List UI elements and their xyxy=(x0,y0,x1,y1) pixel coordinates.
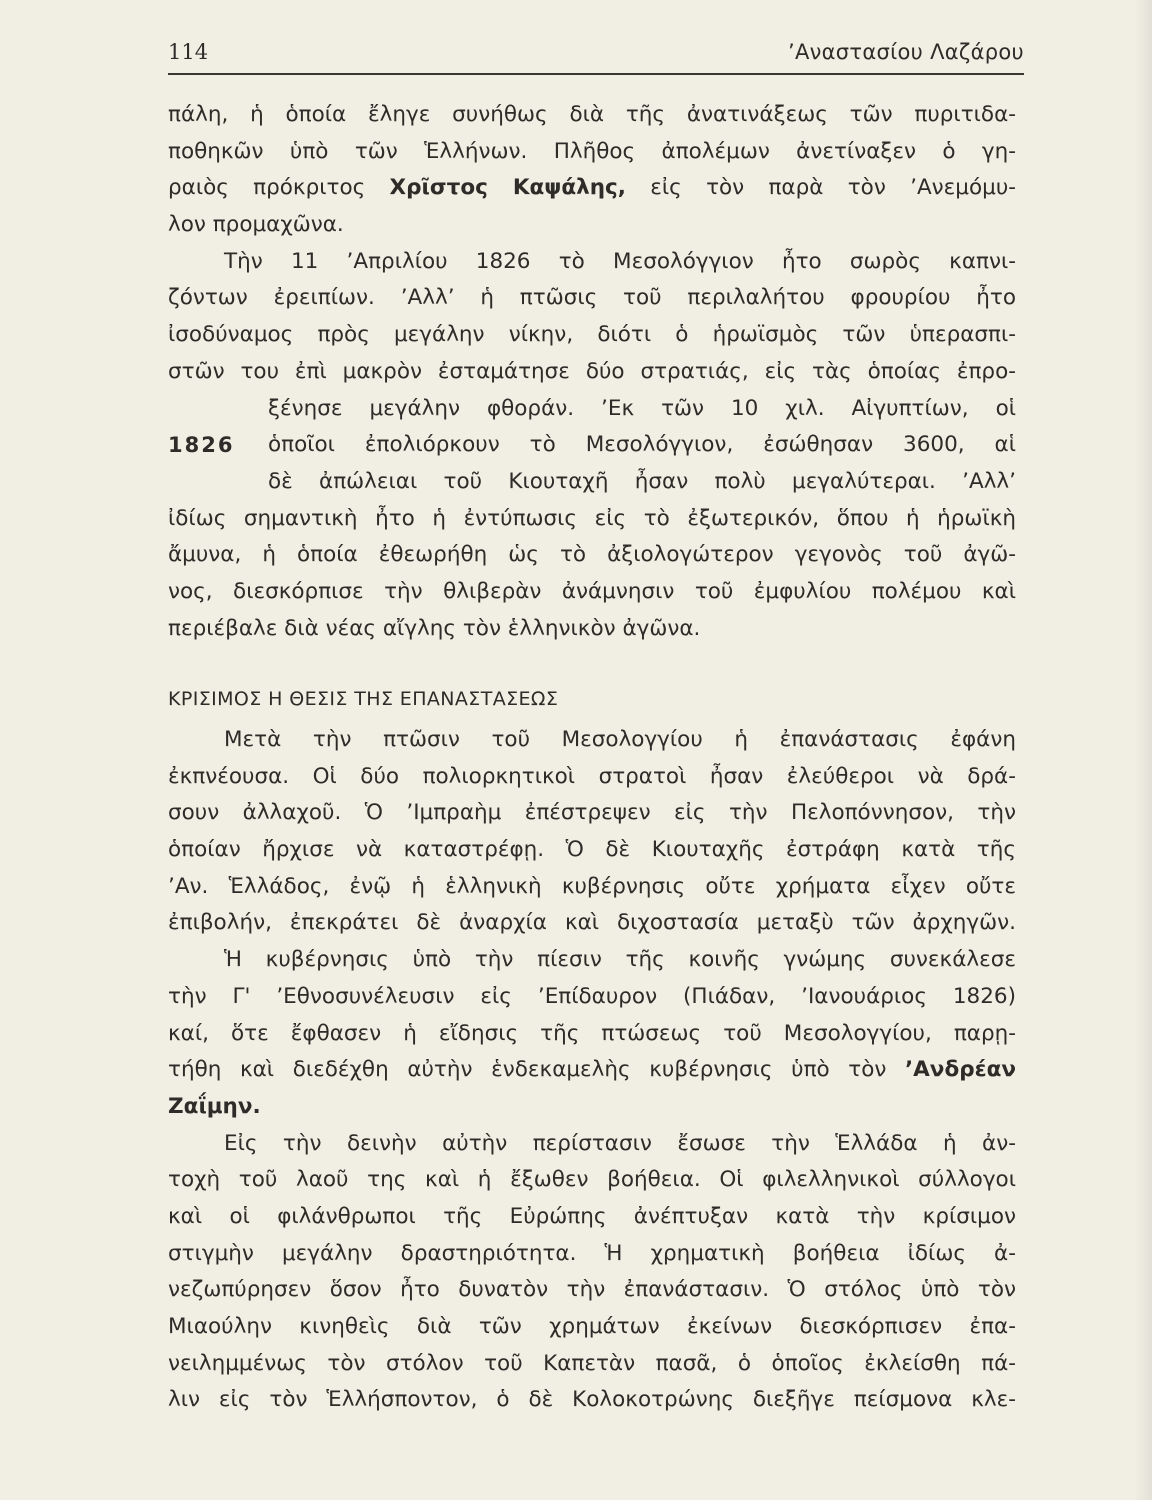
text-line: καί, ὅτε ἔφθασεν ἡ εἴδησις τῆς πτώσεως τοῦ Μεσολογγίου, παρῃ- xyxy=(168,1020,1016,1046)
margin-year: 1826 xyxy=(168,433,235,458)
text-line: Μετὰ τὴν πτῶσιν τοῦ Μεσολογγίου ἡ ἐπανάστασις ἐφάνη xyxy=(224,727,1016,752)
section-gap xyxy=(168,647,1016,681)
text-run: εἰς τὸν παρὰ τὸν ’Ανεμόμυ- xyxy=(625,175,1016,201)
header-rule xyxy=(168,73,1024,75)
text-line: στῶν του ἐπὶ μακρὸν ἐσταμάτησε δύο στρατιάς, εἰς τὰς ὁποίας ἐπρο- xyxy=(168,358,1016,384)
page-number: 114 xyxy=(168,40,209,64)
text-line xyxy=(168,1052,1016,1089)
bold-name: Ζαΐμην. xyxy=(168,1093,261,1119)
text-run: τήθη καὶ διεδέχθη αὐτὴν ἑνδεκαμελὴς κυβέρνησις ὑπὸ τὸν xyxy=(168,1057,905,1083)
text-line: τὴν Γ' ’Εθνοσυνέλευσιν εἰς ’Επίδαυρον (Πιάδαν, ’Ιανουάριος 1826) xyxy=(168,983,1016,1009)
text-line: δὲ ἀπώλειαι τοῦ Κιουταχῆ ἦσαν πολὺ μεγαλύτεραι. ’Αλλ’ xyxy=(268,468,1016,494)
text-line: στιγμὴν μεγάλην δραστηριότητα. Ἡ χρηματικὴ βοήθεια ἰδίως ἀ- xyxy=(168,1240,1016,1266)
text-line: ἐκπνέουσα. Οἱ δύο πολιορκητικοὶ στρατοὶ ἦσαν ἐλεύθεροι νὰ δρά- xyxy=(168,763,1016,789)
text-line: λον προμαχῶνα. xyxy=(168,212,344,238)
text-line: ἰδίως σημαντικὴ ἦτο ἡ ἐντύπωσις εἰς τὸ ἐξωτερικόν, ὅπου ἡ ἡρωϊκὴ xyxy=(168,505,1016,531)
text-line: ἐπιβολήν, ἐπεκράτει δὲ ἀναρχία καὶ διχοστασία μεταξὺ τῶν ἀρχηγῶν. xyxy=(168,910,1016,936)
bold-name: Χρῖστος Καψάλης, xyxy=(389,175,626,201)
text-line: ἰσοδύναμος πρὸς μεγάλην νίκην, διότι ὁ ἡρωϊσμὸς τῶν ὑπερασπι- xyxy=(168,322,1016,348)
text-run: ραιὸς πρόκριτος xyxy=(168,175,390,201)
text-line: Εἰς τὴν δεινὴν αὐτὴν περίστασιν ἔσωσε τὴν Ἑλλάδα ἡ ἀν- xyxy=(224,1130,1016,1156)
text-line: καὶ οἱ φιλάνθρωποι τῆς Εὐρώπης ἀνέπτυξαν κατὰ τὴν κρίσιμον xyxy=(168,1203,1016,1229)
section-heading: ΚΡΙΣΙΜΟΣ Η ΘΕΣΙΣ ΤΗΣ ΕΠΑΝΑΣΤΑΣΕΩΣ xyxy=(168,688,559,711)
text-line: ὁποίαν ἤρχισε νὰ καταστρέφῃ. Ὁ δὲ Κιουταχῆς ἐστράφη κατὰ τῆς xyxy=(168,837,1016,863)
text-line: ἄμυνα, ἡ ὁποία ἐθεωρήθη ὡς τὸ ἀξιολογώτερον γεγονὸς τοῦ ἀγῶ- xyxy=(168,542,1016,568)
text-line: ’Αν. Ἑλλάδος, ἐνῷ ἡ ἑλληνικὴ κυβέρνησις οὔτε χρήματα εἶχεν οὔτε xyxy=(168,873,1016,899)
text-line xyxy=(168,427,1016,464)
text-line: νειλημμένως τὸν στόλον τοῦ Καπετὰν πασᾶ, ὁ ὁποῖος ἐκλείσθη πά- xyxy=(168,1350,1016,1376)
text-line: νεζωπύρησεν ὅσον ἦτο δυνατὸν τὴν ἐπανάστασιν. Ὁ στόλος ὑπὸ τὸν xyxy=(168,1277,1016,1303)
text-line: σουν ἀλλαχοῦ. Ὁ ’Ιμπραὴμ ἐπέστρεψεν εἰς τὴν Πελοπόννησον, τὴν xyxy=(168,800,1016,826)
text-line: πάλη, ἡ ὁποία ἔληγε συνήθως διὰ τῆς ἀνατινάξεως τῶν πυριτιδα- xyxy=(168,102,1016,127)
text-line: νος, διεσκόρπισε τὴν θλιβερὰν ἀνάμνησιν τοῦ ἐμφυλίου πολέμου καὶ xyxy=(168,578,1016,604)
bold-name: ’Ανδρέαν xyxy=(905,1057,1016,1083)
text-line: περιέβαλε διὰ νέας αἴγλης τὸν ἑλληνικὸν ἀγῶνα. xyxy=(168,615,701,641)
text-run: ὁποῖοι ἐπολιόρκουν τὸ Μεσολόγγιον, ἐσώθησαν 3600, αἱ xyxy=(268,432,1016,458)
running-head: ’Αναστασίου Λαζάρου xyxy=(787,40,1024,64)
text-line: Ἡ κυβέρνησις ὑπὸ τὴν πίεσιν τῆς κοινῆς γνώμης συνεκάλεσε xyxy=(224,947,1016,973)
text-line: ζόντων ἐρειπίων. ’Αλλ’ ἡ πτῶσις τοῦ περιλαλήτου φρουρίου ἦτο xyxy=(168,285,1016,311)
page-edge-shadow xyxy=(1134,0,1152,1500)
text-line: Τὴν 11 ’Απριλίου 1826 τὸ Μεσολόγγιον ἦτο σωρὸς καπνι- xyxy=(224,248,1016,274)
text-line xyxy=(168,170,1016,207)
text-line: ξένησε μεγάλην φθοράν. ’Εκ τῶν 10 χιλ. Αἰγυπτίων, οἱ xyxy=(268,395,1016,421)
text-line: λιν εἰς τὸν Ἑλλήσποντον, ὁ δὲ Κολοκοτρώνης διεξῆγε πείσμονα κλε- xyxy=(168,1387,1016,1413)
text-line: τοχὴ τοῦ λαοῦ της καὶ ἡ ἔξωθεν βοήθεια. Οἱ φιλελληνικοὶ σύλλογοι xyxy=(168,1167,1016,1193)
text-line: Μιαούλην κινηθεὶς διὰ τῶν χρημάτων ἐκείνων διεσκόρπισεν ἐπα- xyxy=(168,1314,1016,1339)
page-header xyxy=(168,40,1024,76)
page-body xyxy=(168,97,1016,1419)
text-line: ποθηκῶν ὑπὸ τῶν Ἑλλήνων. Πλῆθος ἀπολέμων ἀνετίναξεν ὁ γη- xyxy=(168,138,1016,164)
